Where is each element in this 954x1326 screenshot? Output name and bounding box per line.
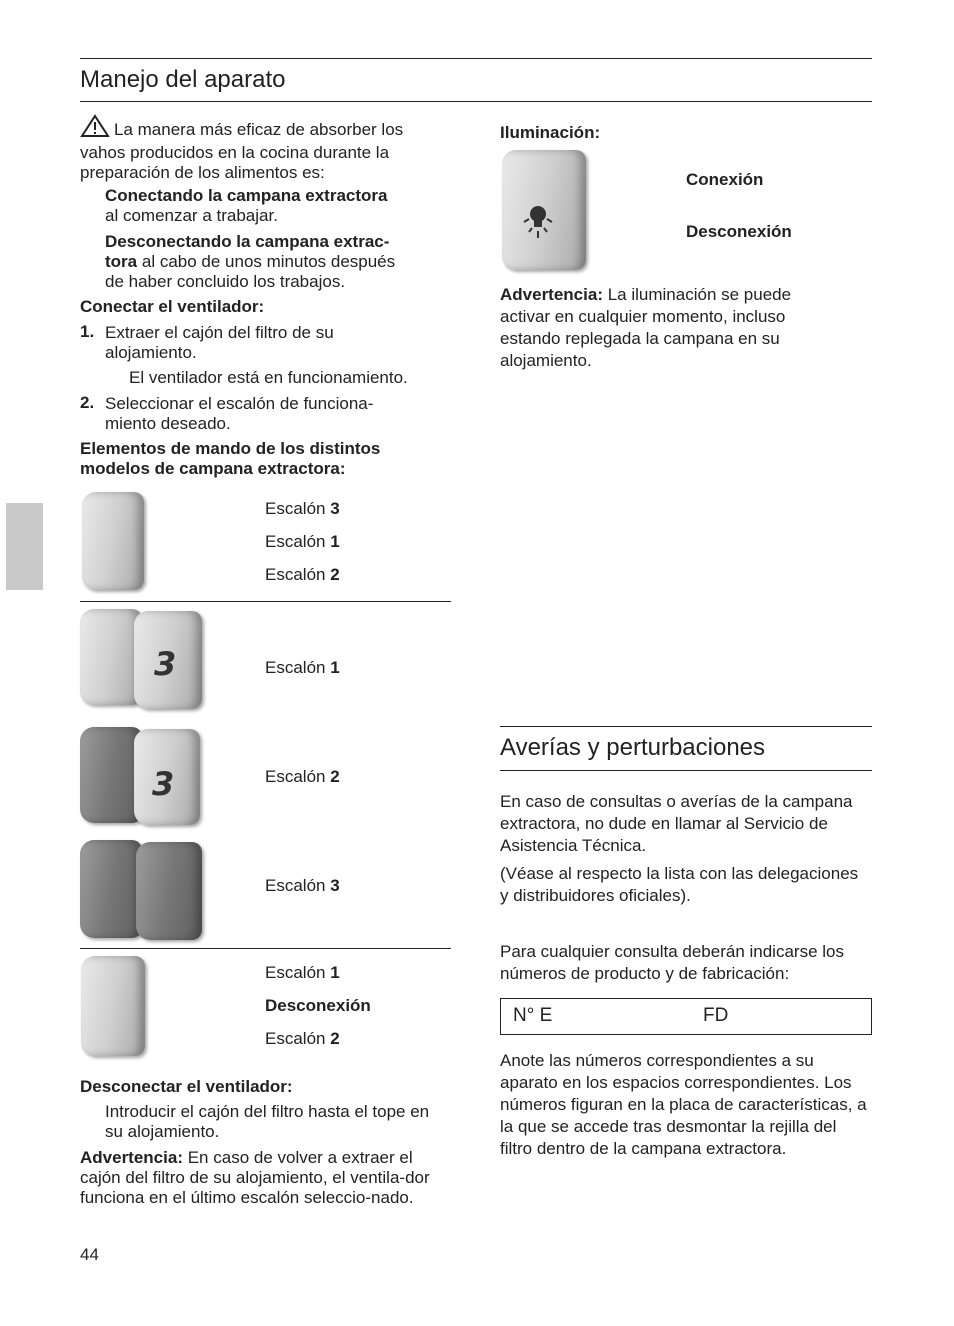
fabrication-number-label: FD (703, 1005, 729, 1026)
step-2-text: Seleccionar el escalón de funciona-miento deseado. (105, 394, 374, 433)
step-2-number: 2. (80, 393, 95, 412)
step-1-result: El ventilador está en funcionamiento. (129, 368, 408, 387)
warning-paragraph: Advertencia: En caso de volver a extraer el cajón del filtro de su alojamiento, el ventila-dor funciona en el último escalón seleccio-nado. (80, 1148, 430, 1207)
intro-text: La manera más eficaz de absorber los vahos producidos en la cocina durante la preparación de los alimentos es: (80, 120, 404, 182)
header-underline (80, 101, 872, 102)
button-digit: 3 (152, 765, 175, 803)
faults-paragraph-2: (Véase al respecto la lista con las delegaciones y distribuidores oficiales). (500, 864, 859, 905)
group-divider (80, 601, 451, 602)
disconnect-text: Introducir el cajón del filtro hasta el tope en su alojamiento. (105, 1102, 430, 1141)
intro-block (80, 114, 445, 183)
step-1-number: 1. (80, 322, 95, 341)
section-title: Manejo del aparato (80, 66, 286, 93)
light-bulb-icon (520, 200, 556, 245)
rocker-switch-left-pressed (80, 727, 142, 823)
serial-number-box (500, 998, 872, 1035)
faults-title: Averías y perturbaciones (500, 734, 766, 761)
faults-paragraph-4: Anote las números correspondientes a su aparato en los espacios correspondientes. Los números figuran en la placa de características, a la que se accede tras desmontar la rejilla del filtro dentro de la campana extractora. (500, 1051, 867, 1158)
tip-1-bold: Conectando la campana extractora (105, 186, 388, 205)
page-number: 44 (80, 1245, 99, 1264)
light-switch (502, 150, 586, 270)
escalon-row: Escalón 2 (265, 1029, 340, 1048)
tip-2-rest-b: de haber concluido los trabajos. (105, 272, 346, 291)
off-label: Desconexión (265, 996, 371, 1015)
light-on-label: Conexión (686, 170, 764, 189)
product-number-label: N° E (513, 1005, 553, 1026)
faults-paragraph-1: En caso de consultas o averías de la campana extractora, no dude en llamar al Servicio de Asistencia Técnica. (500, 792, 853, 855)
escalon-row: Escalón 1 (265, 532, 340, 551)
rocker-switch-right-pressed (136, 842, 202, 940)
tip-2-bold-b: tora (105, 252, 138, 271)
warning-triangle-icon (80, 114, 110, 143)
escalon-row: Escalón 1 (265, 658, 340, 677)
top-rule (80, 58, 872, 59)
side-tab-marker (6, 503, 43, 590)
escalon-row: Escalón 3 (265, 876, 340, 895)
escalon-row: Escalón 2 (265, 565, 340, 584)
controls-heading: Elementos de mando de los distintos modelos de campana extractora: (80, 439, 381, 478)
disconnect-heading: Desconectar el ventilador: (80, 1077, 293, 1096)
light-off-label: Desconexión (686, 222, 792, 241)
escalon-row: Escalón 1 (265, 963, 340, 982)
tip-1-rest: al comenzar a trabajar. (105, 206, 278, 225)
rocker-switch-left (80, 609, 142, 705)
rocker-switch-three-way (81, 956, 145, 1056)
faults-underline (500, 770, 872, 771)
group-divider (80, 948, 451, 949)
tip-2-rest-a: al cabo de unos minutos después (141, 252, 396, 271)
tip-1 (105, 186, 450, 226)
rocker-switch-left-pressed (80, 840, 142, 938)
light-warning-paragraph: Advertencia: La iluminación se puede activar en cualquier momento, incluso estando replegada la campana en su alojamiento. (500, 285, 792, 370)
faults-paragraph-3: Para cualquier consulta deberán indicarse los números de producto y de fabricación: (500, 942, 844, 983)
rocker-switch-single (82, 492, 144, 590)
connect-heading: Conectar el ventilador: (80, 297, 265, 316)
escalon-row: Escalón 2 (265, 767, 340, 786)
button-digit: 3 (154, 645, 177, 683)
tip-2 (105, 232, 450, 292)
escalon-row: Escalón 3 (265, 499, 340, 518)
tip-2-bold-a: Desconectando la campana extrac- (105, 232, 390, 251)
faults-top-rule (500, 726, 872, 727)
lighting-heading: Iluminación: (500, 123, 601, 142)
step-1-text: Extraer el cajón del filtro de su alojamiento. (105, 323, 334, 362)
